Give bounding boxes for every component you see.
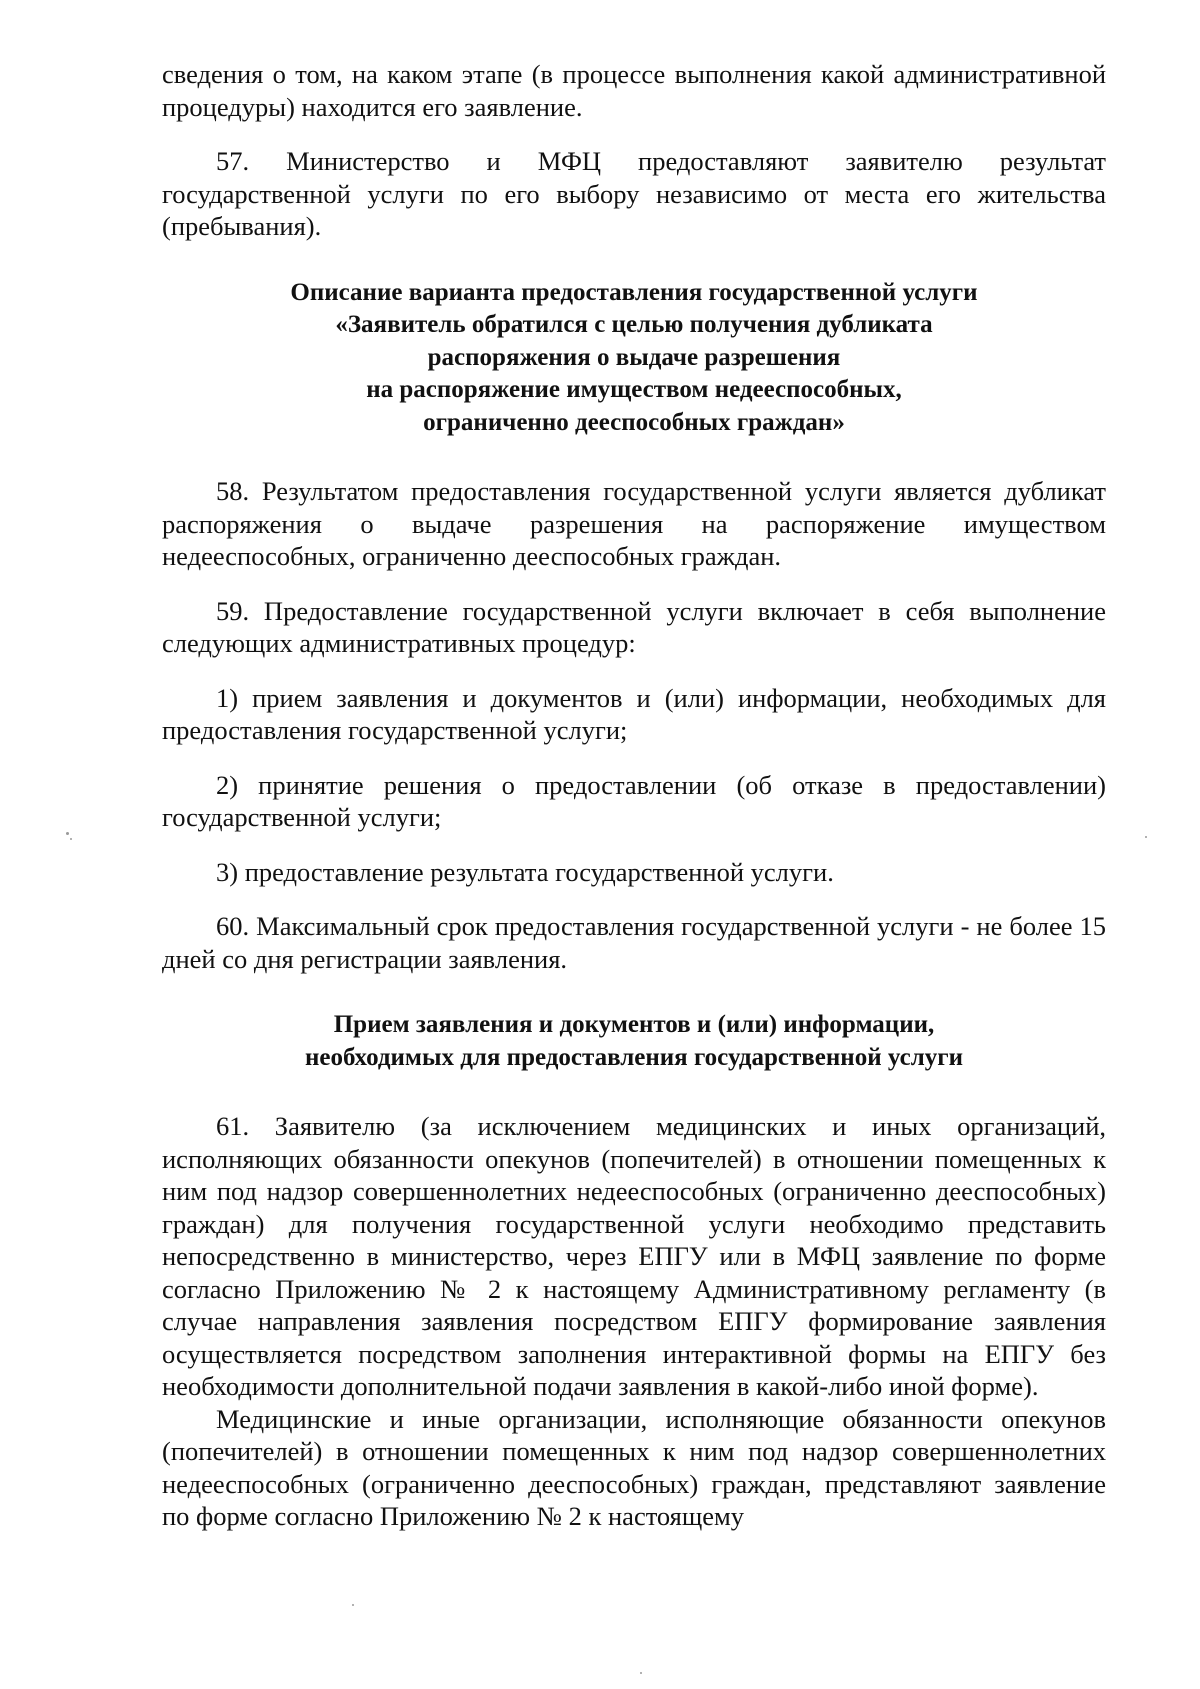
heading-line: необходимых для предоставления государственной услуги [305, 1043, 963, 1071]
list-item-3: 3) предоставление результата государственной услуги. [216, 856, 834, 887]
scan-speck [640, 1672, 642, 1674]
paragraph-intro: сведения о том, на каком этапе (в процессе выполнения какой административной процедуры) находится его заявление. [162, 59, 1106, 122]
section-heading-reception [162, 1009, 1106, 1074]
paragraph-59: 59. Предоставление государственной услуги включает в себя выполнение следующих административных процедур: [162, 595, 1106, 658]
list-item-2: 2) принятие решения о предоставлении (об отказе в предоставлении) государственной услуги; [162, 769, 1106, 832]
heading-line: «Заявитель обратился с целью получения дубликата [335, 311, 933, 338]
heading-line: Описание варианта предоставления государственной услуги [290, 278, 978, 306]
scan-speck [66, 832, 69, 835]
scan-speck [70, 838, 72, 840]
paragraph-61-continued: Медицинские и иные организации, исполняющие обязанности опекунов (попечителей) в отношении помещенных к ним под надзор совершеннолетних недееспособных (ограниченно дееспособных) граждан, представляют заявление по форме согласно Приложению № 2 к настоящему [162, 1403, 1106, 1531]
list-item-1: 1) прием заявления и документов и (или) информации, необходимых для предоставления государственной услуги; [162, 682, 1106, 745]
scan-speck [352, 1604, 354, 1606]
paragraph-57: 57. Министерство и МФЦ предоставляют заявителю результат государственной услуги по его выбору независимо от места его жительства (пребывания). [162, 146, 1106, 241]
scan-speck [1145, 836, 1147, 838]
heading-line: распоряжения о выдаче разрешения [427, 343, 841, 371]
document-body [162, 58, 1106, 1533]
paragraph-60: 60. Максимальный срок предоставления государственной услуги - не более 15 дней со дня регистрации заявления. [162, 911, 1106, 974]
paragraph-58: 58. Результатом предоставления государственной услуги является дубликат распоряжения о выдаче разрешения на распоряжение имуществом недееспособных, ограниченно дееспособных граждан. [162, 476, 1106, 571]
heading-line: Прием заявления и документов и (или) информации, [333, 1011, 935, 1038]
heading-line: ограниченно дееспособных граждан» [423, 408, 845, 436]
section-heading-duplicate [162, 277, 1106, 440]
paragraph-61: 61. Заявителю (за исключением медицинских и иных организаций, исполняющих обязанности опекунов (попечителей) в отношении помещенных к ним под надзор совершеннолетних недееспособных (ограниченно дееспособных) граждан) для получения государственной услуги необходимо представить непосредственно в министерство, через ЕПГУ или в МФЦ заявление по форме согласно Приложению № 2 к настоящему Административному регламенту (в случае направления заявления посредством ЕПГУ формирование заявления осуществляется посредством заполнения интерактивной формы на ЕПГУ без необходимости дополнительной подачи заявления в какой-либо иной форме). [162, 1111, 1106, 1401]
heading-line: на распоряжение имуществом недееспособных, [366, 376, 902, 403]
